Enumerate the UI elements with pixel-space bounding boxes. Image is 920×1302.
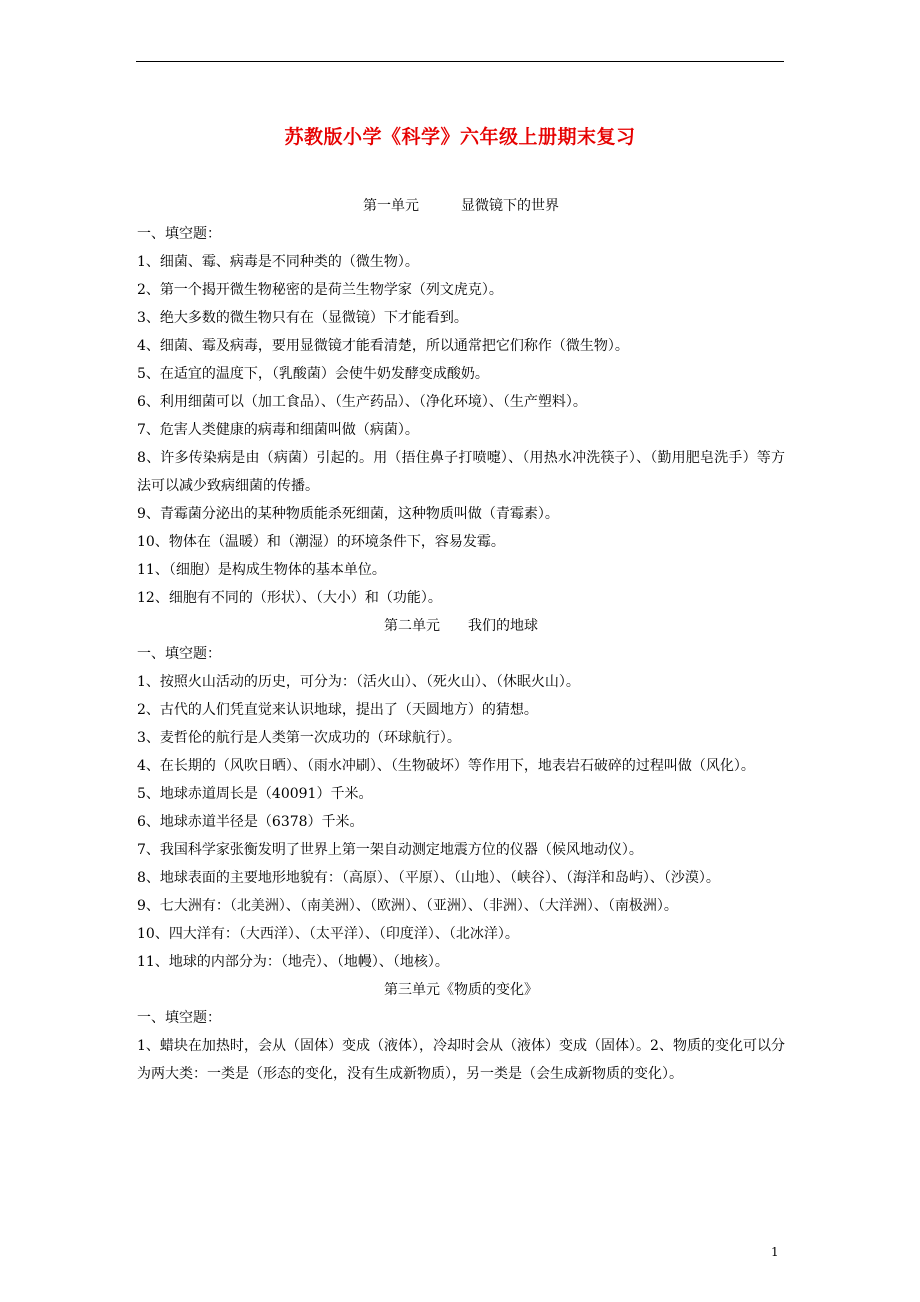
unit-1-item-2: 2、第一个揭开微生物秘密的是荷兰生物学家（列文虎克）。 [137,282,503,298]
unit-1-number: 第一单元 [363,198,419,214]
unit-1-item-4: 4、细菌、霉及病毒，要用显微镜才能看清楚，所以通常把它们称作（微生物）。 [137,338,629,354]
unit-2-item-6: 6、地球赤道半径是（6378）千米。 [137,814,364,830]
unit-1-item-9: 9、青霉菌分泌出的某种物质能杀死细菌，这种物质叫做（青霉素）。 [137,506,559,522]
unit-1-section: 一、填空题： [137,226,221,242]
unit-2-item-7: 7、我国科学家张衡发明了世界上第一架自动测定地震方位的仪器（候风地动仪）。 [137,842,643,858]
header-rule [136,61,784,62]
unit-1-item-1: 1、细菌、霉、病毒是不同种类的（微生物）。 [137,254,419,270]
unit-2-item-2: 2、古代的人们凭直觉来认识地球，提出了（天圆地方）的猜想。 [137,702,538,718]
unit-3-number: 第三单元《物质的变化》 [384,982,538,998]
unit-1-item-8: 8、许多传染病是由（病菌）引起的。用（捂住鼻子打喷嚏）、（用热水冲洗筷子）、（勤用肥皂洗手）等方法可以减少致病细菌的传播。 [137,450,785,494]
unit-1-name: 显微镜下的世界 [461,198,559,214]
unit-3-item-1: 1、蜡块在加热时，会从（固体）变成（液体），冷却时会从（液体）变成（固体）。2、物质的变化可以分为两大类：一类是（形态的变化，没有生成新物质），另一类是（会生成新物质的变化）。 [137,1038,785,1082]
unit-2-item-4: 4、在长期的（风吹日晒）、（雨水冲刷）、（生物破坏）等作用下，地表岩石破碎的过程叫做（风化）。 [137,758,755,774]
page-number: 1 [771,1245,779,1259]
unit-3-heading [137,976,785,1004]
unit-3-section: 一、填空题： [137,1010,221,1026]
unit-2-item-9: 9、七大洲有：（北美洲）、（南美洲）、（欧洲）、（亚洲）、（非洲）、（大洋洲）、（南极洲）。 [137,898,678,914]
unit-1-heading [137,192,785,220]
unit-1-item-11: 11、（细胞）是构成生物体的基本单位。 [137,562,386,578]
unit-1-item-6: 6、利用细菌可以（加工食品）、（生产药品）、（净化环境）、（生产塑料）。 [137,394,587,410]
unit-1-item-10: 10、物体在（温暖）和（潮湿）的环境条件下，容易发霉。 [137,534,505,550]
unit-1-item-12: 12、细胞有不同的（形状）、（大小）和（功能）。 [137,590,442,606]
unit-2-item-5: 5、地球赤道周长是（40091）千米。 [137,786,373,802]
document-title: 苏教版小学《科学》六年级上册期末复习 [284,126,636,148]
unit-1-item-7: 7、危害人类健康的病毒和细菌叫做（病菌）。 [137,422,419,438]
unit-1-item-3: 3、绝大多数的微生物只有在（显微镜）下才能看到。 [137,310,468,326]
unit-2-item-10: 10、四大洋有：（大西洋）、（太平洋）、（印度洋）、（北冰洋）。 [137,926,519,942]
unit-2-item-8: 8、地球表面的主要地形地貌有：（高原）、（平原）、（山地）、（峡谷）、（海洋和岛屿）、（沙漠）。 [137,870,720,886]
unit-2-item-11: 11、地球的内部分为：（地壳）、（地幔）、（地核）。 [137,954,449,970]
document-body [137,192,785,1088]
unit-2-section: 一、填空题： [137,646,221,662]
unit-2-item-1: 1、按照火山活动的历史，可分为：（活火山）、（死火山）、（休眠火山）。 [137,674,580,690]
unit-2-number: 第二单元 [384,618,440,634]
unit-2-name: 我们的地球 [468,618,538,634]
unit-2-heading [137,612,785,640]
unit-2-item-3: 3、麦哲伦的航行是人类第一次成功的（环球航行）。 [137,730,461,746]
unit-1-item-5: 5、在适宜的温度下，（乳酸菌）会使牛奶发酵变成酸奶。 [137,366,489,382]
